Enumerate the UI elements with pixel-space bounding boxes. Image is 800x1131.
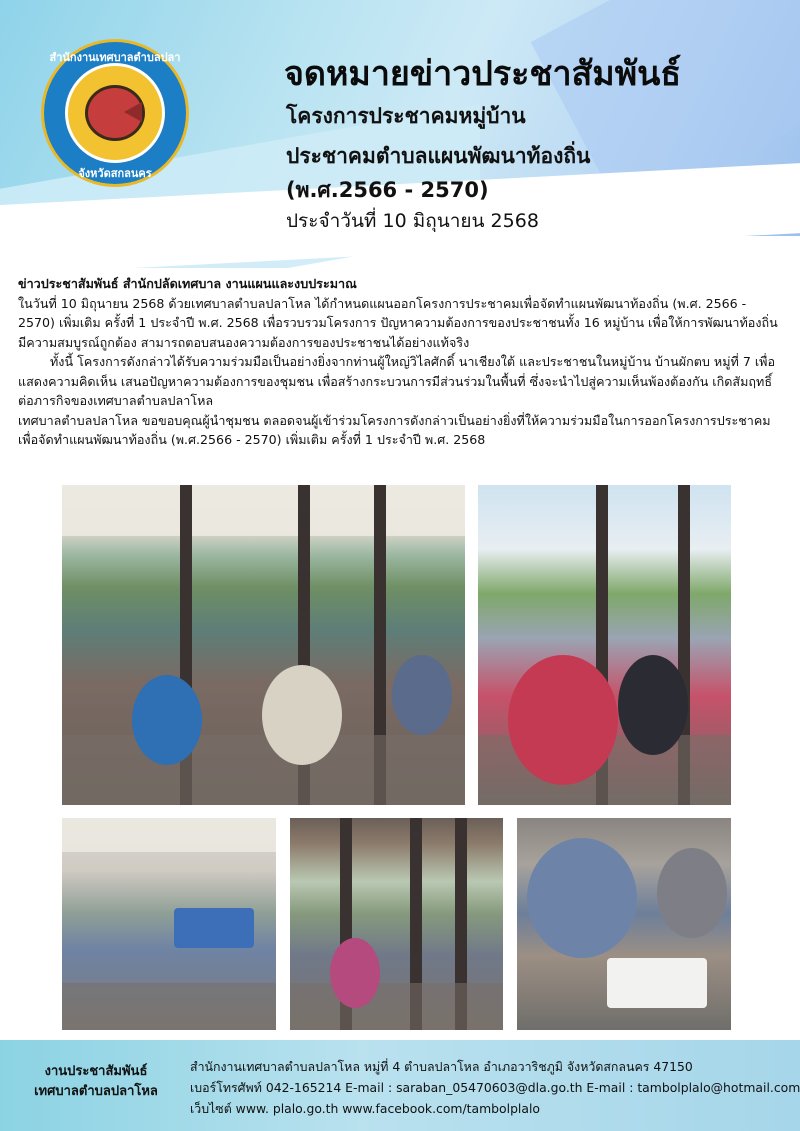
fish-icon xyxy=(88,88,142,138)
footer-organization xyxy=(18,1062,174,1102)
article-paragraph-1: ในวันที่ 10 มิถุนายน 2568 ด้วยเทศบาลตำบลปลาโหล ได้กำหนดแผนออกโครงการประชาคมเพื่อจัดทำแผนพัฒนาท้องถิ่น (พ.ศ. 2566 - 2570) เพิ่มเติม ครั้งที่ 1 ประจำปี พ.ศ. 2568 เพื่อรวบรวมโครงการ ปัญหาความต้องการของประชาชนทั้ง 16 หมู่บ้าน เพื่อให้การพัฒนาท้องถิ่นมีความสมบูรณ์ถูกต้อง สามารถตอบสนองความต้องการของประชาชนได้อย่างแท้จริง xyxy=(18,295,778,350)
footer-contact: เบอร์โทรศัพท์ 042-165214 E-mail : saraban_05470603@dla.go.th E-mail : tambolplalo@hotmail.com xyxy=(190,1080,800,1095)
footer-org-line-2: เทศบาลตำบลปลาโหล xyxy=(34,1084,158,1099)
logo-emblem xyxy=(68,66,162,160)
subtitle-line-2: ประชาคมตำบลแผนพัฒนาท้องถิ่น xyxy=(286,144,591,168)
footer-org-line-1: งานประชาสัมพันธ์ xyxy=(44,1064,148,1079)
photo-villagers-raising-hands xyxy=(478,485,731,805)
municipality-logo xyxy=(44,42,186,184)
news-article xyxy=(18,274,784,450)
footer-contact-info xyxy=(190,1056,800,1119)
subtitle-line-1: โครงการประชาคมหมู่บ้าน xyxy=(286,104,526,128)
photo-meeting-hands-raised xyxy=(62,485,465,805)
article-lead: ข่าวประชาสัมพันธ์ สำนักปลัดเทศบาล งานแผนและงบประมาณ xyxy=(18,276,357,291)
logo-text-top: สำนักงานเทศบาลตำบลปลา xyxy=(49,51,181,64)
article-paragraph-2: ทั้งนี้ โครงการดังกล่าวได้รับความร่วมมือเป็นอย่างยิ่งจากท่านผู้ใหญ่วิไลศักดิ์ นาเชียงใต้ และประชาชนในหมู่บ้าน บ้านผักตบ หมู่ที่ 7 เพื่อแสดงความคิดเห็น เสนอปัญหาความต้องการของชุมชน เพื่อสร้างกระบวนการมีส่วนร่วมในพื้นที่ ซึ่งจะนำไปสู่ความเห็นพ้องต้องกัน เกิดสัมฤทธิ์ต่อภารกิจของเทศบาลตำบลปลาโหล xyxy=(18,354,776,408)
article-paragraph-3: เทศบาลตำบลปลาโหล ขอขอบคุณผู้นำชุมชน ตลอดจนผู้เข้าร่วมโครงการดังกล่าวเป็นอย่างยิ่งที่ให้ความร่วมมือในการออกโครงการประชาคมเพื่อจัดทำแผนพัฒนาท้องถิ่น (พ.ศ.2566 - 2570) เพิ่มเติม ครั้งที่ 1 ประจำปี พ.ศ. 2568 xyxy=(18,412,771,447)
logo-text-bottom: จังหวัดสกลนคร xyxy=(78,167,152,180)
photo-seated-audience xyxy=(290,818,503,1030)
photo-signing-documents xyxy=(517,818,731,1030)
newsletter-title: จดหมายข่าวประชาสัมพันธ์ xyxy=(284,54,682,94)
subtitle-line-3: (พ.ศ.2566 - 2570) xyxy=(286,178,489,202)
newsletter-footer xyxy=(0,1040,800,1131)
footer-web: เว็บไซต์ www. plalo.go.th www.facebook.com/tambolplalo xyxy=(190,1101,540,1116)
newsletter-header xyxy=(0,0,800,268)
footer-address: สำนักงานเทศบาลตำบลปลาโหล หมู่ที่ 4 ตำบลปลาโหล อำเภอวาริชภูมิ จังหวัดสกลนคร 47150 xyxy=(190,1059,693,1074)
photo-presentation-screen xyxy=(62,818,276,1030)
issue-date: ประจำวันที่ 10 มิถุนายน 2568 xyxy=(286,210,539,232)
